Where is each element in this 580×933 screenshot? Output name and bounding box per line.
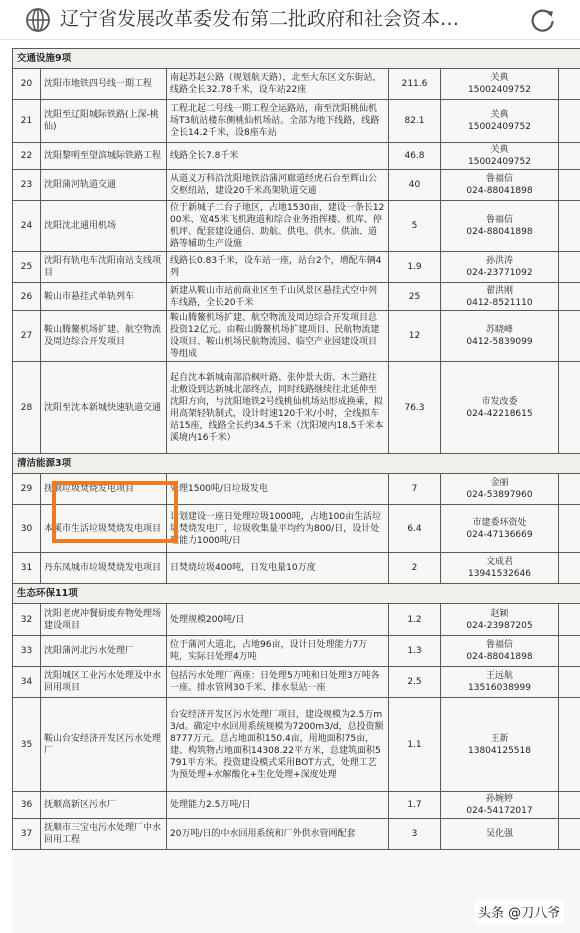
contact-cell <box>441 553 559 584</box>
section-header <box>13 49 580 69</box>
investment-amount: 1.1 <box>389 698 441 792</box>
project-description: 位于蒲河大道北，占地96亩，设计日处理能力7万吨，实际日处理4万吨 <box>167 636 389 667</box>
contact-name: 王远航 <box>485 671 513 681</box>
row-index: 31 <box>13 553 41 584</box>
row-index: 28 <box>13 362 41 454</box>
section-title: 交通设施9项 <box>13 49 580 69</box>
contact-cell <box>441 667 559 698</box>
table-row <box>13 170 580 201</box>
project-name: 鞍山台安经济开发区污水处理厂 <box>41 698 167 792</box>
section-header <box>13 584 580 604</box>
row-index: 25 <box>13 252 41 283</box>
contact-phone: 024-53897960 <box>466 490 533 500</box>
project-name: 沈阳老虎冲餐厨废弃物处理场建设项目 <box>41 604 167 636</box>
project-name: 沈阳黎明至望滨城际铁路工程 <box>41 143 167 170</box>
table-row <box>13 100 580 143</box>
project-name: 沈阳蒲河北污水处理厂 <box>41 636 167 667</box>
table-row <box>13 698 580 792</box>
blank-cell <box>559 252 580 283</box>
contact-cell <box>441 311 559 362</box>
investment-amount: 6.4 <box>389 505 441 553</box>
investment-amount: 5 <box>389 201 441 252</box>
table-row <box>13 604 580 636</box>
table-row <box>13 311 580 362</box>
investment-amount: 40 <box>389 170 441 201</box>
row-index: 35 <box>13 698 41 792</box>
contact-cell <box>441 505 559 553</box>
contact-phone: 024-42218615 <box>466 408 533 419</box>
blank-cell <box>559 170 580 201</box>
contact-cell <box>441 636 559 667</box>
contact-name: 金丽 <box>490 478 509 488</box>
project-description: 位于新城子二台子地区，占地1530亩，建设一条长1200米、宽45米飞机跑道和综合业务指挥楼、机库、停机坪、配套建设通信、助航、供电、供水、供油、道路等辅助生产设施 <box>167 201 389 252</box>
row-index: 29 <box>13 474 41 505</box>
contact-cell <box>441 792 559 819</box>
contact-phone: 024-88041898 <box>466 227 533 237</box>
project-description: 从道义万科沿沈阳地铁沿蒲河廊道经虎石台至辉山公交枢纽站，建设20千米高架轨道交通 <box>167 170 389 201</box>
row-index: 33 <box>13 636 41 667</box>
contact-name: 关典 <box>490 73 509 83</box>
row-index: 26 <box>13 283 41 311</box>
contact-name: 孙洪涛 <box>485 256 513 266</box>
contact-phone: 024-54172017 <box>466 806 533 816</box>
project-description: 处理1500吨/日垃圾发电 <box>167 474 389 505</box>
contact-cell <box>441 283 559 311</box>
contact-name: 鲁福信 <box>485 215 513 225</box>
contact-phone: 024-88041898 <box>466 652 533 662</box>
row-index: 34 <box>13 667 41 698</box>
project-description: 线路长0.83千米，设车站一座，站台2个，增配车辆4列 <box>167 252 389 283</box>
project-description: 20万吨/日的中水回用系统和厂外供水管网配套 <box>167 819 389 850</box>
contact-name: 翟洪刚 <box>485 285 513 296</box>
project-name: 丹东凤城市垃圾焚烧发电项目 <box>41 553 167 584</box>
project-table <box>12 48 580 850</box>
contact-name: 苏晓峰 <box>485 325 513 335</box>
project-name: 沈阳至辽阳城际铁路(上深-桃仙) <box>41 100 167 143</box>
table-row <box>13 819 580 850</box>
blank-cell <box>559 201 580 252</box>
project-description: 处理规模200吨/日 <box>167 604 389 636</box>
project-description: 南起苏赵公路（规划航天路），北至大东区文东街站，线路全长32.78千米，设车站22座 <box>167 69 389 100</box>
blank-cell <box>559 667 580 698</box>
project-description: 工程北起二号线一期工程全运路站，南至沈阳桃仙机场T3航站楼东侧桃仙机场站。全部为地下线路，线路全长14.2千米，设8座车站 <box>167 100 389 143</box>
project-name: 鞍山市悬挂式单轨列车 <box>41 283 167 311</box>
project-description: 起自沈本新城南部沿枫叶路、张仲景大街、木兰路往北敷设到达新城北部终点，同时线路继续往北延伸至沈阳方向，与沈阳地铁2号线桃仙机场站形成换乘，拟用高架轻轨制式，设计时速120千米/小时，全线拟车站15座，线路全长约34.5千米（沈阳境内18.5千米本溪境内16千米） <box>167 362 389 454</box>
row-index: 32 <box>13 604 41 636</box>
investment-amount: 3 <box>389 819 441 850</box>
contact-phone: 15002409752 <box>468 85 531 95</box>
section-title: 生态环保11项 <box>13 584 580 604</box>
contact-phone: 024-47136669 <box>466 529 533 540</box>
contact-name: 吴化强 <box>485 829 513 839</box>
table-row <box>13 636 580 667</box>
contact-cell <box>441 474 559 505</box>
blank-cell <box>559 553 580 584</box>
project-description: 包括污水处理厂两座：日处理5万吨和日处理3万吨各一座。排水管网30千米、排水泵站一座 <box>167 667 389 698</box>
contact-name: 王新 <box>490 733 509 744</box>
table-row <box>13 553 580 584</box>
contact-cell <box>441 819 559 850</box>
investment-amount: 2.5 <box>389 667 441 698</box>
row-index: 30 <box>13 505 41 553</box>
project-description: 线路全长7.8千米 <box>167 143 389 170</box>
contact-cell <box>441 252 559 283</box>
table-row <box>13 283 580 311</box>
blank-cell <box>559 474 580 505</box>
project-description: 鞍山腾鳌机场扩建、航空物流及周边综合开发项目总投资12亿元。由鞍山腾鳌机场扩建项目、民航物流建设项目、鞍山机场民航物流园、临空产业园建设项目等组成 <box>167 311 389 362</box>
investment-amount: 7 <box>389 474 441 505</box>
table-row <box>13 474 580 505</box>
contact-cell <box>441 362 559 454</box>
row-index: 27 <box>13 311 41 362</box>
contact-phone: 13804125518 <box>468 745 531 756</box>
investment-amount: 12 <box>389 311 441 362</box>
title-bar <box>0 0 580 40</box>
project-name: 抚顺高新区污水厂 <box>41 792 167 819</box>
row-index: 37 <box>13 819 41 850</box>
contact-phone: 0412-5839099 <box>466 337 533 347</box>
page-title: 辽宁省发展改革委发布第二批政府和社会资本… <box>60 8 460 30</box>
contact-name: 文成君 <box>485 557 513 567</box>
contact-cell <box>441 143 559 170</box>
contact-name: 关典 <box>490 145 509 155</box>
contact-name: 市发改委 <box>481 396 518 407</box>
table-row <box>13 362 580 454</box>
row-index: 23 <box>13 170 41 201</box>
investment-amount: 1.3 <box>389 636 441 667</box>
project-name: 沈阳市地铁四号线一期工程 <box>41 69 167 100</box>
project-name: 抚顺垃圾焚烧发电项目 <box>41 474 167 505</box>
blank-cell <box>559 505 580 553</box>
project-name: 沈阳有轨电车沈阳南站支线项目 <box>41 252 167 283</box>
contact-name: 赵颖 <box>490 608 509 619</box>
section-header <box>13 454 580 474</box>
contact-name: 鲁福信 <box>485 640 513 650</box>
investment-amount: 1.7 <box>389 792 441 819</box>
contact-phone: 024-23987205 <box>466 620 533 631</box>
project-name: 沈阳城区工业污水处理及中水回用项目 <box>41 667 167 698</box>
table-row <box>13 201 580 252</box>
project-name: 鞍山腾鳌机场扩建、航空物流及周边综合开发项目 <box>41 311 167 362</box>
project-name: 沈阳蒲河轨道交通 <box>41 170 167 201</box>
table-row <box>13 792 580 819</box>
project-name: 沈阳至沈本新城快速轨道交通 <box>41 362 167 454</box>
project-description: 新建从鞍山市站前商业区至千山风景区悬挂式空中列车线路，全长20千米 <box>167 283 389 311</box>
globe-icon[interactable] <box>24 6 52 34</box>
project-description: 日焚烧垃圾400吨，日发电量10万度 <box>167 553 389 584</box>
blank-cell <box>559 362 580 454</box>
refresh-icon[interactable] <box>528 5 558 35</box>
project-description: 台安经济开发区污水处理厂项目，建设规模为2.5万m3/d。确定中水回用系统规模为7200m3/d，总投资额8777万元。总占地面积150.4亩，用地面积75亩，建、构筑物占地面积14308.22平方米，总建筑面积5791平方米。投资建设模式采用BOT方式，处理工艺为预处理+水解酸化+生化处理+深度处理 <box>167 698 389 792</box>
blank-cell <box>559 100 580 143</box>
investment-amount: 76.3 <box>389 362 441 454</box>
contact-phone: 15002409752 <box>468 157 531 167</box>
investment-amount: 1.2 <box>389 604 441 636</box>
watermark: 头条 @刀八爷 <box>474 900 564 924</box>
table-row <box>13 252 580 283</box>
blank-cell <box>559 698 580 792</box>
row-index: 36 <box>13 792 41 819</box>
contact-phone: 024-23771092 <box>466 268 533 278</box>
blank-cell <box>559 143 580 170</box>
table-row <box>13 667 580 698</box>
contact-cell <box>441 604 559 636</box>
table-row <box>13 505 580 553</box>
contact-phone: 13941532646 <box>468 569 531 579</box>
blank-cell <box>559 283 580 311</box>
project-name: 沈阳沈北通用机场 <box>41 201 167 252</box>
contact-name: 孙婉婷 <box>485 794 513 804</box>
contact-cell <box>441 100 559 143</box>
project-description: 计划建设一座日处理垃圾1000吨，占地100亩生活垃圾焚烧发电厂，垃圾收集量平均约为800/日，设计处理能力1000吨/日 <box>167 505 389 553</box>
blank-cell <box>559 69 580 100</box>
contact-cell <box>441 698 559 792</box>
contact-cell <box>441 69 559 100</box>
table-row <box>13 69 580 100</box>
investment-amount: 2 <box>389 553 441 584</box>
project-name: 本溪市生活垃圾焚烧发电项目 <box>41 505 167 553</box>
blank-cell <box>559 819 580 850</box>
contact-name: 关典 <box>490 110 509 120</box>
row-index: 21 <box>13 100 41 143</box>
contact-phone: 0412-8521110 <box>466 297 533 308</box>
table-row <box>13 143 580 170</box>
blank-cell <box>559 604 580 636</box>
contact-name: 鲁福信 <box>485 174 513 184</box>
blank-cell <box>559 636 580 667</box>
investment-amount: 1.9 <box>389 252 441 283</box>
contact-phone: 024-88041898 <box>466 186 533 196</box>
project-name: 抚顺市三宝屯污水处理厂中水回用工程 <box>41 819 167 850</box>
contact-cell <box>441 170 559 201</box>
document-scan <box>12 48 580 933</box>
row-index: 20 <box>13 69 41 100</box>
blank-cell <box>559 311 580 362</box>
row-index: 22 <box>13 143 41 170</box>
contact-name: 市建委环资处 <box>472 517 527 528</box>
contact-cell <box>441 201 559 252</box>
section-title: 清洁能源3项 <box>13 454 580 474</box>
investment-amount: 211.6 <box>389 69 441 100</box>
contact-phone: 13516038999 <box>468 683 531 693</box>
investment-amount: 25 <box>389 283 441 311</box>
blank-cell <box>559 792 580 819</box>
investment-amount: 82.1 <box>389 100 441 143</box>
project-description: 处理能力2.5万吨/日 <box>167 792 389 819</box>
investment-amount: 46.8 <box>389 143 441 170</box>
row-index: 24 <box>13 201 41 252</box>
contact-phone: 15002409752 <box>468 122 531 132</box>
